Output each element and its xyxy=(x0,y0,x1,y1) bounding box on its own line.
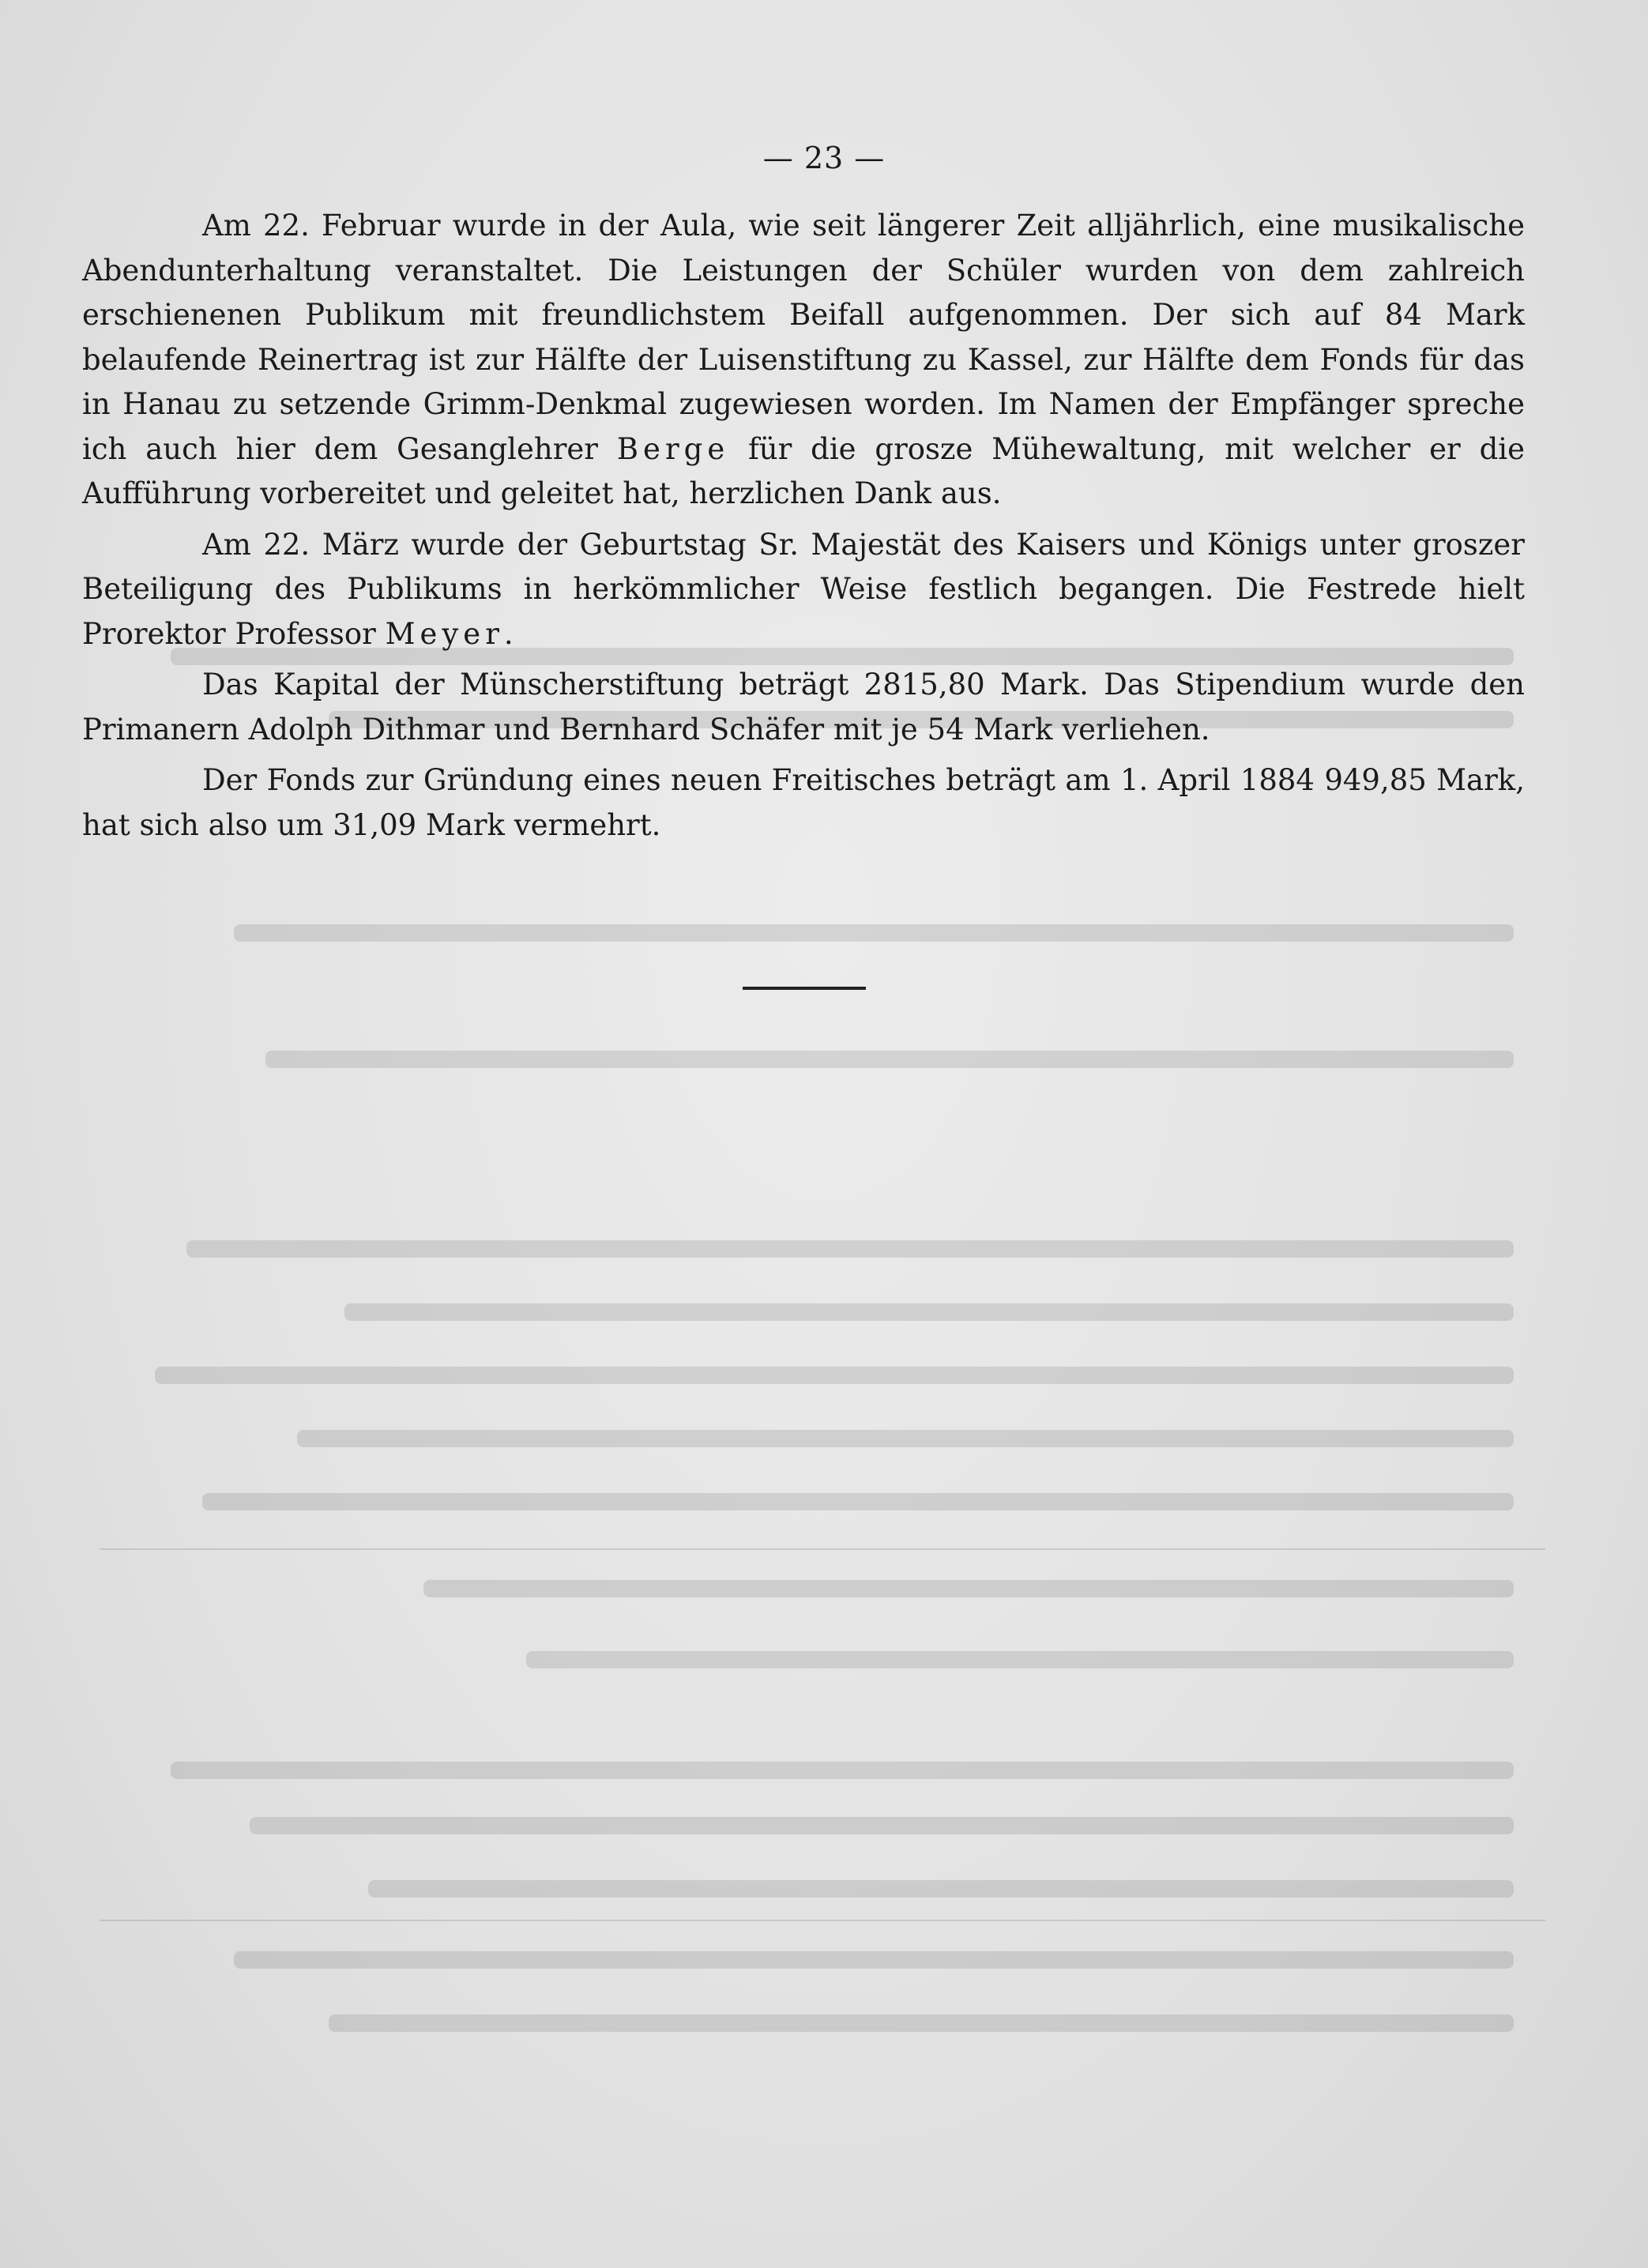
paragraph-music-evening xyxy=(82,204,1525,517)
text-run: Am 22. März wurde der Geburtstag Sr. Majestät des Kaisers und Königs unter groszer Beteiligung des Publikums in herkömmlicher Weise festlich begangen. Die Festrede hielt Prorektor Professor xyxy=(82,527,1525,651)
paragraph-freitisch-fund xyxy=(82,758,1525,848)
section-divider-rule xyxy=(743,987,866,990)
text-run: Der Fonds zur Gründung eines neuen Freitisches beträgt am 1. April 1884 949,85 Mark, hat sich also um 31,09 Mark vermehrt. xyxy=(82,763,1525,842)
bleed-line xyxy=(297,1430,1514,1447)
bleed-line xyxy=(234,1951,1514,1969)
bleed-rule xyxy=(100,1920,1545,1921)
bleed-line xyxy=(423,1580,1514,1597)
bleed-line xyxy=(171,1762,1514,1779)
bleed-rule xyxy=(100,1548,1545,1550)
page-number: — 23 — xyxy=(762,141,886,175)
bleed-line xyxy=(344,1303,1514,1321)
bleed-line xyxy=(155,1367,1514,1384)
text-run: Das Kapital der Münscherstiftung beträgt 2815,80 Mark. Das Stipendium wurde den Primanern Adolph Dithmar und Bernhard Schäfer mit je 54 Mark verliehen. xyxy=(82,668,1525,747)
bleed-line xyxy=(186,1240,1514,1258)
paragraph-muenscher-foundation xyxy=(82,663,1525,752)
emphasized-name: Meyer xyxy=(385,616,504,651)
body-text xyxy=(82,204,1525,848)
bleed-line xyxy=(265,1051,1514,1068)
emphasized-name: Berge xyxy=(616,431,730,466)
text-run: für die grosze Mühewaltung, mit welcher er die Aufführung vorbereitet und geleitet hat, herzlichen Dank aus. xyxy=(82,431,1526,510)
paragraph-kaisers-birthday xyxy=(82,523,1525,657)
bleed-line xyxy=(250,1817,1514,1834)
bleed-line xyxy=(526,1651,1514,1668)
bleed-line xyxy=(329,2014,1514,2032)
text-run: Am 22. Februar wurde in der Aula, wie seit längerer Zeit alljährlich, eine musikalische Abendunterhaltung veranstaltet. Die Leistungen der Schüler wurden von dem zahlreich erschienenen Publikum mit freundlichstem Beifall aufgenommen. Der sich auf 84 Mark belaufende Reinertrag ist zur Hälfte der Luisenstiftung zu Kassel, zur Hälfte dem Fonds für das in Hanau zu setzende Grimm-Denkmal zugewiesen worden. Im Namen der Empfänger spreche ich auch hier dem Gesanglehrer xyxy=(82,209,1525,466)
bleed-line xyxy=(234,924,1514,942)
text-run: . xyxy=(503,616,514,651)
bleed-line xyxy=(368,1880,1514,1898)
bleed-line xyxy=(202,1493,1514,1510)
